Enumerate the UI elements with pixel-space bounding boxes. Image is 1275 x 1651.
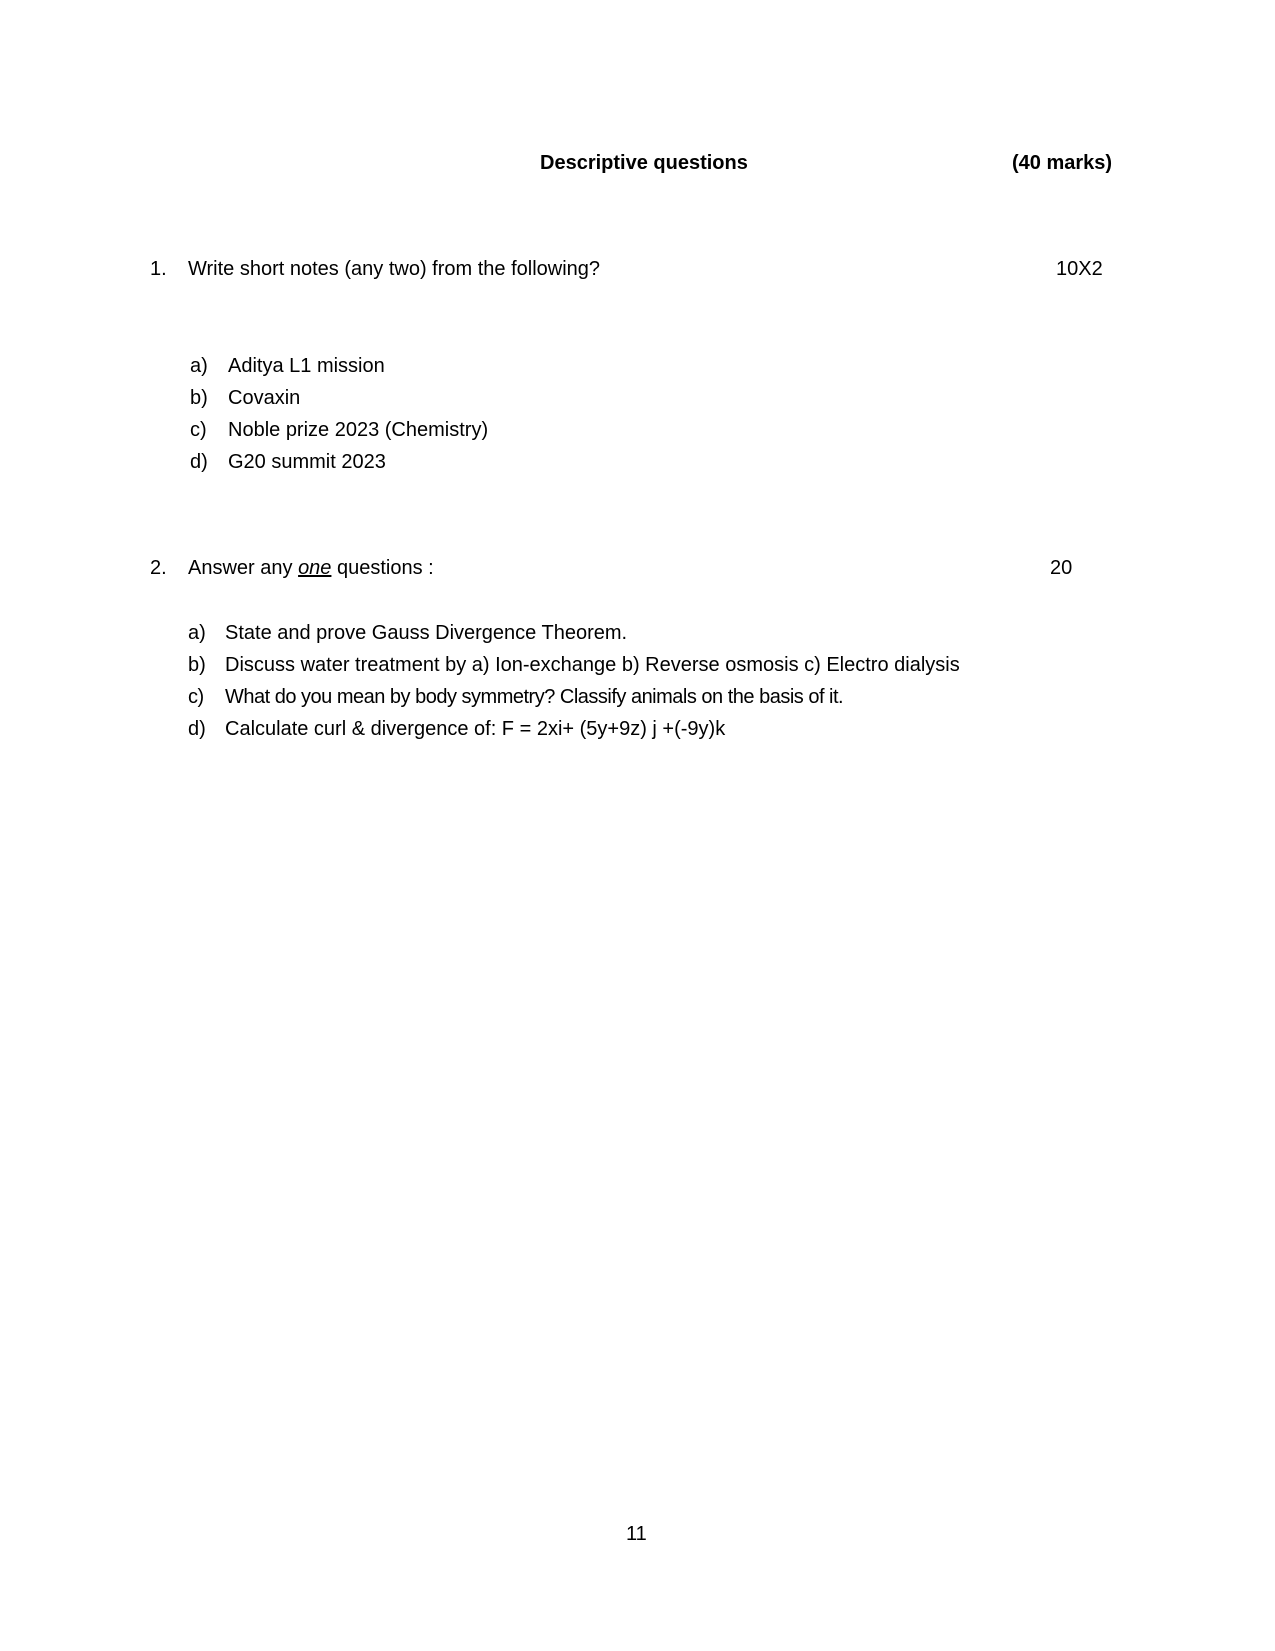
- q1-item-label: d): [190, 451, 208, 473]
- q2-item: Discuss water treatment by a) Ion-exchange b) Reverse osmosis c) Electro dialysis: [225, 654, 960, 676]
- q1-number: 1.: [150, 258, 167, 280]
- q2-text-emphasis: one: [298, 557, 332, 579]
- q2-text-after: questions :: [331, 557, 434, 579]
- q2-text-before: Answer any: [188, 557, 299, 579]
- q2-item-label: d): [188, 718, 206, 740]
- q1-item: Noble prize 2023 (Chemistry): [228, 419, 489, 441]
- q2-item-label: c): [188, 686, 204, 708]
- q1-item-label: a): [190, 355, 208, 377]
- q1-item: G20 summit 2023: [228, 451, 386, 473]
- q1-text: Write short notes (any two) from the following?: [188, 258, 601, 280]
- section-title: Descriptive questions: [540, 152, 748, 174]
- q2-item-label: a): [188, 622, 206, 644]
- q2-marks: 20: [1050, 557, 1073, 579]
- section-marks: (40 marks): [1012, 152, 1113, 174]
- q1-item-label: c): [190, 419, 207, 441]
- q2-text: [188, 557, 434, 580]
- q2-number: 2.: [150, 557, 167, 579]
- page-number: 11: [626, 1523, 647, 1545]
- q2-item-label: b): [188, 654, 206, 676]
- q2-item: What do you mean by body symmetry? Classify animals on the basis of it.: [225, 686, 844, 708]
- q1-item: Covaxin: [228, 387, 301, 409]
- q1-item-label: b): [190, 387, 208, 409]
- q1-marks: 10X2: [1056, 258, 1103, 280]
- q2-item: Calculate curl & divergence of: F = 2xi+ (5y+9z) j +(-9y)k: [225, 718, 726, 740]
- q1-item: Aditya L1 mission: [228, 355, 385, 377]
- q2-item: State and prove Gauss Divergence Theorem.: [225, 622, 628, 644]
